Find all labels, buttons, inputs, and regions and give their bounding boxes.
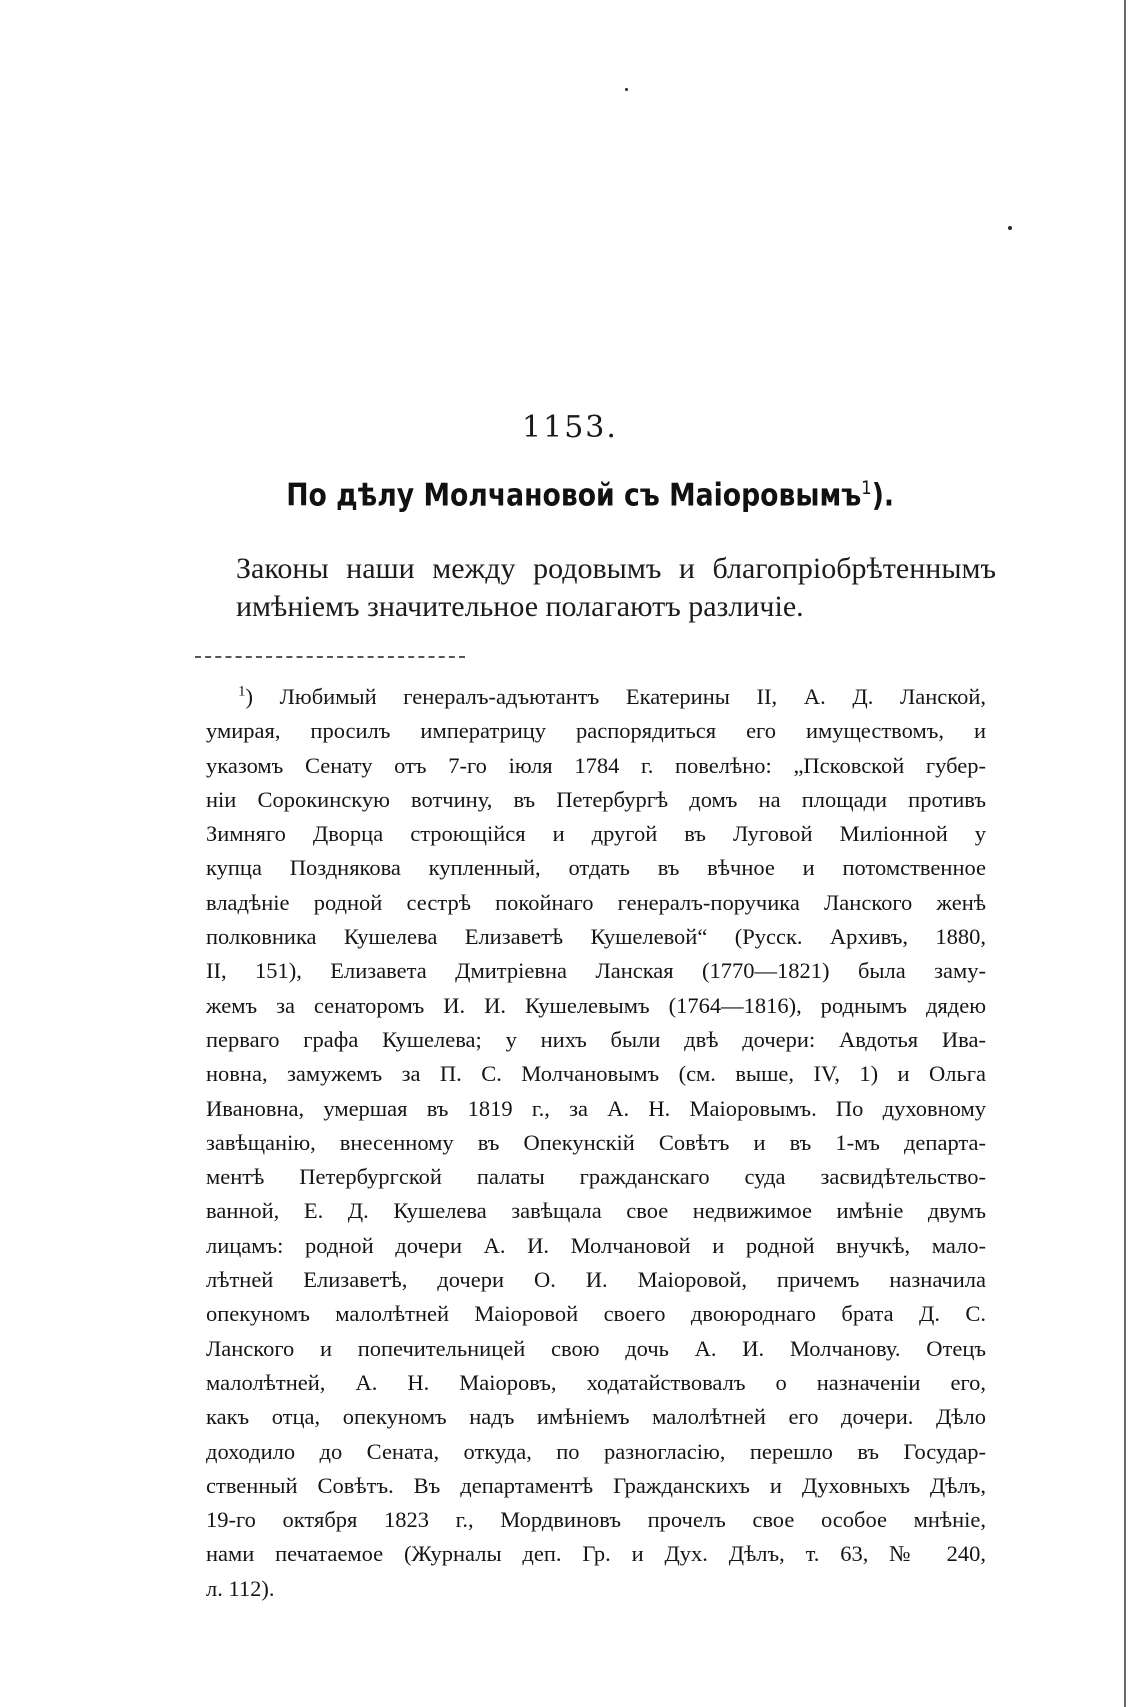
epigraph-line: Законы наши между родовымъ и благопріобрѣтеннымъ bbox=[236, 552, 996, 585]
footnote-line-text: ) Любимый генералъ-адъютантъ Екатерины II, А. Д. Ланской, bbox=[245, 684, 986, 709]
footnote-line: лѣтней Елизаветѣ, дочери О. И. Маіоровой, причемъ назначила bbox=[206, 1267, 986, 1293]
footnote-line: купца Позднякова купленный, отдать въ вѣчное и потомственное bbox=[206, 855, 986, 881]
scan-speck bbox=[625, 88, 628, 91]
footnote-line: Ивановна, умершая въ 1819 г., за А. Н. Маіоровымъ. По духовному bbox=[206, 1095, 986, 1121]
footnote-line: лицамъ: родной дочери А. И. Молчановой и родной внучкѣ, мало- bbox=[206, 1232, 986, 1258]
title-closing: ). bbox=[871, 477, 895, 514]
footnote-marker: 1 bbox=[238, 683, 246, 700]
footnote-line: перваго графа Кушелева; у нихъ были двѣ дочери: Авдотья Ива- bbox=[206, 1026, 986, 1052]
footnote-line: завѣщанію, внесенному въ Опекунскій Совѣтъ и въ 1-мъ департа- bbox=[206, 1129, 986, 1155]
footnote-line: полковника Кушелева Елизаветѣ Кушелевой“ (Русск. Архивъ, 1880, bbox=[206, 924, 986, 950]
footnote-line: новна, замужемъ за П. С. Молчановымъ (см. выше, IV, 1) и Ольга bbox=[206, 1061, 986, 1087]
footnote-line: владѣніе родной сестрѣ покойнаго генералъ-поручика Ланского женѣ bbox=[206, 889, 986, 915]
footnote-line: л. 112). bbox=[206, 1575, 275, 1601]
page-title-text: По дѣлу Молчановой съ Маіоровымъ bbox=[286, 477, 862, 514]
footnote-line: ванной, Е. Д. Кушелева завѣщала свое недвижимое имѣніе двумъ bbox=[206, 1198, 986, 1224]
epigraph bbox=[236, 550, 996, 626]
footnote-line: нами печатаемое (Журналы деп. Гр. и Дух. Дѣлъ, т. 63, № 240, bbox=[206, 1541, 986, 1567]
footnote-line: опекуномъ малолѣтней Маіоровой своего двоюроднаго брата Д. С. bbox=[206, 1301, 986, 1327]
epigraph-line: имѣніемъ значительное полагаютъ различіе. bbox=[236, 590, 804, 623]
footnote-line: 19-го октября 1823 г., Мордвиновъ прочелъ свое особое мнѣніе, bbox=[206, 1507, 986, 1533]
footnote bbox=[206, 680, 986, 1606]
footnote-line: II, 151), Елизавета Дмитріевна Ланская (1770—1821) была заму- bbox=[206, 958, 986, 984]
footnote-line: указомъ Сенату отъ 7-го іюля 1784 г. повелѣно: „Псковской губер- bbox=[206, 752, 986, 778]
footnote-line: ственный Совѣтъ. Въ департаментѣ Гражданскихъ и Духовныхъ Дѣлъ, bbox=[206, 1472, 986, 1498]
footnote-line: жемъ за сенаторомъ И. И. Кушелевымъ (1764—1816), роднымъ дядею bbox=[206, 992, 986, 1018]
footnote-line: Ланского и попечительницей свою дочь А. И. Молчанову. Отецъ bbox=[206, 1335, 986, 1361]
footnote-line: умирая, просилъ императрицу распорядиться его имуществомъ, и bbox=[206, 718, 986, 744]
footnote-line bbox=[206, 680, 986, 714]
footnote-line: доходило до Сената, откуда, по разногласію, перешло въ Государ- bbox=[206, 1438, 986, 1464]
footnote-line: ментѣ Петербургской палаты гражданскаго суда засвидѣтельство- bbox=[206, 1164, 986, 1190]
footnote-line: Зимняго Дворца строющійся и другой въ Луговой Миліонной у bbox=[206, 821, 986, 847]
footnote-line: ніи Сорокинскую вотчину, въ Петербургѣ домъ на площади противъ bbox=[206, 786, 986, 812]
footnote-line: какъ отца, опекуномъ надъ имѣніемъ малолѣтней его дочери. Дѣло bbox=[206, 1404, 986, 1430]
title-footnote-marker: 1 bbox=[861, 477, 872, 499]
footnote-separator bbox=[195, 656, 465, 658]
scan-speck bbox=[1008, 226, 1012, 230]
scan-edge-line bbox=[1124, 0, 1126, 1707]
footnote-line: малолѣтней, А. Н. Маіоровъ, ходатайствовалъ о назначеніи его, bbox=[206, 1369, 986, 1395]
document-number: 1153. bbox=[522, 410, 618, 445]
page-title bbox=[286, 477, 895, 514]
